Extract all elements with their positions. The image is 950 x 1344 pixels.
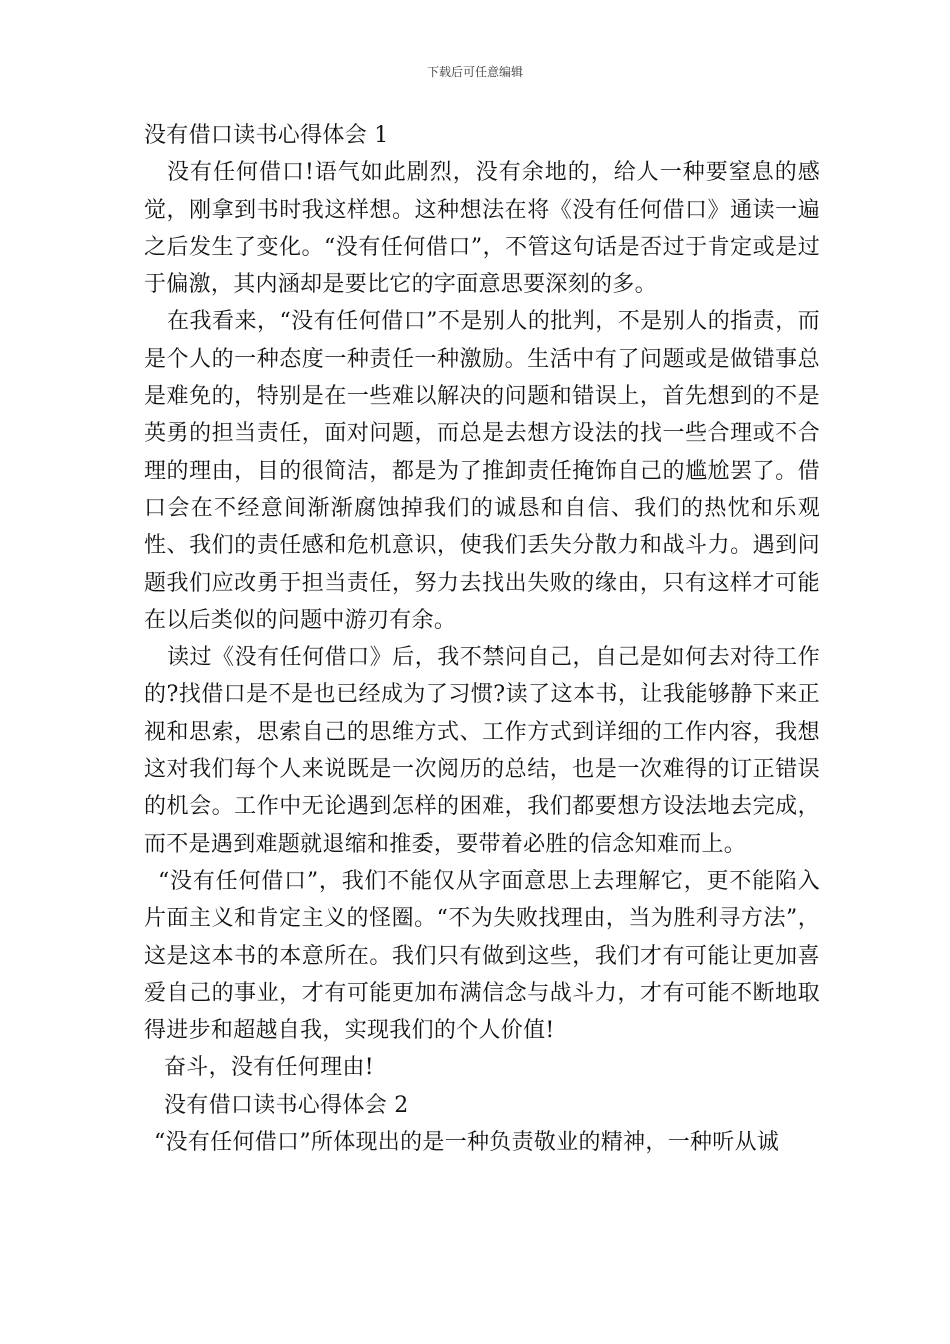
paragraph-1: 没有任何借口!语气如此剧烈，没有余地的，给人一种要窒息的感觉，刚拿到书时我这样想。这种想法在将《没有任何借口》通读一遍之后发生了变化。“没有任何借口”，不管这句话是否过于肯定或是过于偏激，其内涵却是要比它的字面意思要深刻的多。 <box>144 160 820 298</box>
essay-title-1: 没有借口读书心得体会 1 <box>144 123 389 148</box>
document-body <box>144 117 820 1161</box>
paragraph-6: “没有任何借口”所体现出的是一种负责敬业的精神，一种听从诚 <box>154 1130 780 1156</box>
page-header: 下载后可任意编辑 <box>426 65 523 79</box>
paragraph-5: 奋斗，没有任何理由! <box>164 1055 374 1081</box>
paragraph-4: “没有任何借口”，我们不能仅从字面意思上去理解它，更不能陷入片面主义和肯定主义的怪圈。“不为失败找理由，当为胜利寻方法”，这是这本书的本意所在。我们只有做到这些，我们才有可能让更加喜爱自己的事业，才有可能更加布满信念与战斗力，才有可能不断地取得进步和超越自我，实现我们的个人价值! <box>144 868 820 1044</box>
paragraph-3: 读过《没有任何借口》后，我不禁问自己，自己是如何去对待工作的?找借口是不是也已经成为了习惯?读了这本书，让我能够静下来正视和思索，思索自己的思维方式、工作方式到详细的工作内容，我想这对我们每个人来说既是一次阅历的总结，也是一次难得的订正错误的机会。工作中无论遇到怎样的困难，我们都要想方设法地去完成，而不是遇到难题就退缩和推委，要带着必胜的信念知难而上。 <box>144 645 820 857</box>
essay-title-2: 没有借口读书心得体会 2 <box>164 1092 409 1118</box>
paragraph-2: 在我看来，“没有任何借口”不是别人的批判，不是别人的指责，而是个人的一种态度一种责任一种激励。生活中有了问题或是做错事总是难免的，特别是在一些难以解决的问题和错误上，首先想到的不是英勇的担当责任，面对问题，而总是去想方设法的找一些合理或不合理的理由，目的很简洁，都是为了推卸责任掩饰自己的尴尬罢了。借口会在不经意间渐渐腐蚀掉我们的诚恳和自信、我们的热忱和乐观性、我们的责任感和危机意识，使我们丢失分散力和战斗力。遇到问题我们应改勇于担当责任，努力去找出失败的缘由，只有这样才可能在以后类似的问题中游刃有余。 <box>144 309 820 633</box>
